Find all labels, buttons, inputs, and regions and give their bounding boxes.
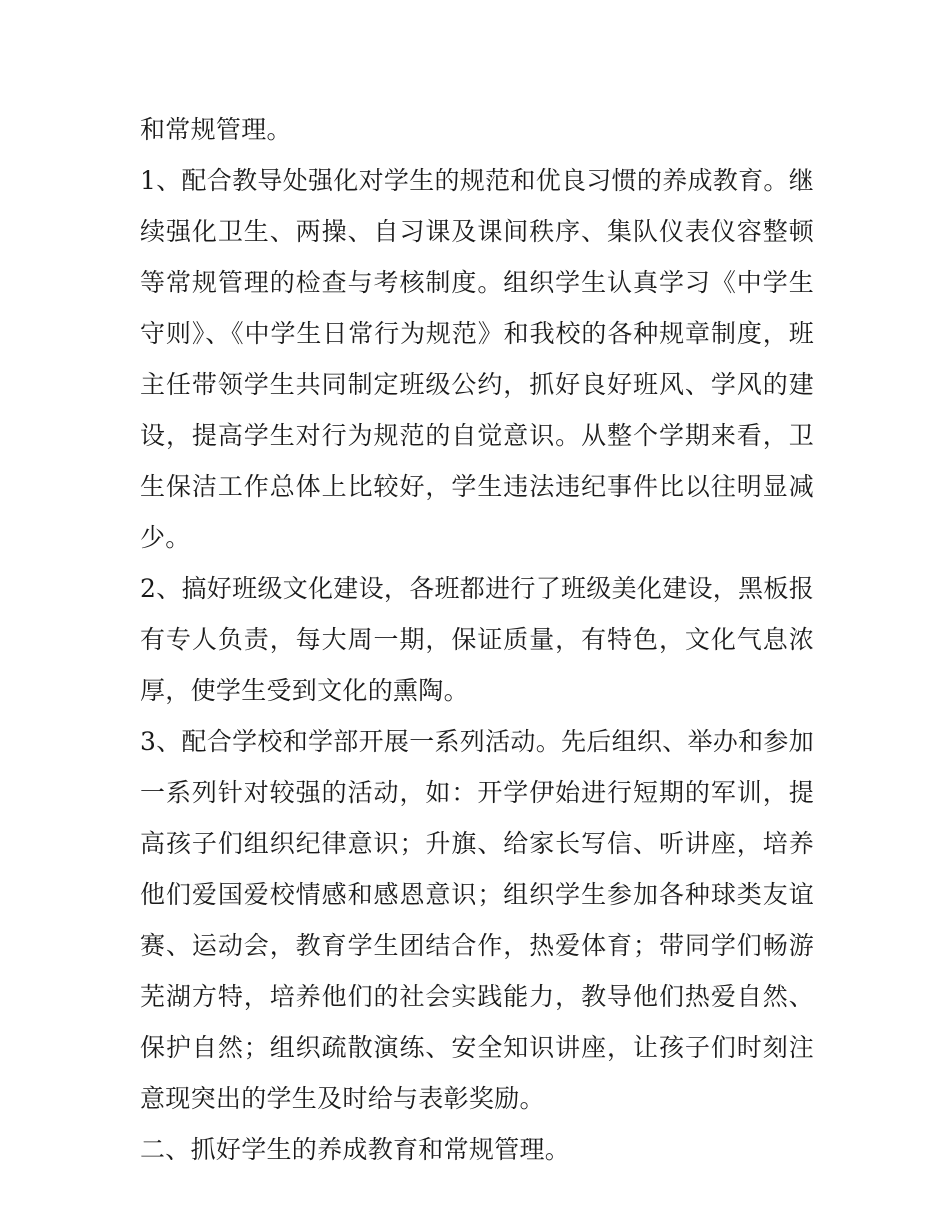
document-body xyxy=(140,104,814,1175)
paragraph-item-2: 2、搞好班级文化建设，各班都进行了班级美化建设，黑板报有专人负责，每大周一期，保证质量，有特色，文化气息浓厚，使学生受到文化的熏陶。 xyxy=(140,574,815,705)
section-heading-2: 二、抓好学生的养成教育和常规管理。 xyxy=(140,1135,571,1164)
paragraph-continuation: 和常规管理。 xyxy=(140,115,292,144)
paragraph-item-3: 3、配合学校和学部开展一系列活动。先后组织、举办和参加一系列针对较强的活动，如：开学伊始进行短期的军训，提高孩子们组织纪律意识；升旗、给家长写信、听讲座，培养他们爱国爱校情感和感恩意识；组织学生参加各种球类友谊赛、运动会，教育学生团结合作，热爱体育；带同学们畅游芜湖方特，培养他们的社会实践能力，教导他们热爱自然、保护自然；组织疏散演练、安全知识讲座，让孩子们时刻注意现突出的学生及时给与表彰奖励。 xyxy=(140,727,815,1113)
paragraph-item-1: 1、配合教导处强化对学生的规范和优良习惯的养成教育。继续强化卫生、两操、自习课及课间秩序、集队仪表仪容整顿等常规管理的检查与考核制度。组织学生认真学习《中学生守则》、《中学生日常行为规范》和我校的各种规章制度，班主任带领学生共同制定班级公约，抓好良好班风、学风的建设，提高学生对行为规范的自觉意识。从整个学期来看，卫生保洁工作总体上比较好，学生违法违纪事件比以往明显减少。 xyxy=(140,166,815,552)
